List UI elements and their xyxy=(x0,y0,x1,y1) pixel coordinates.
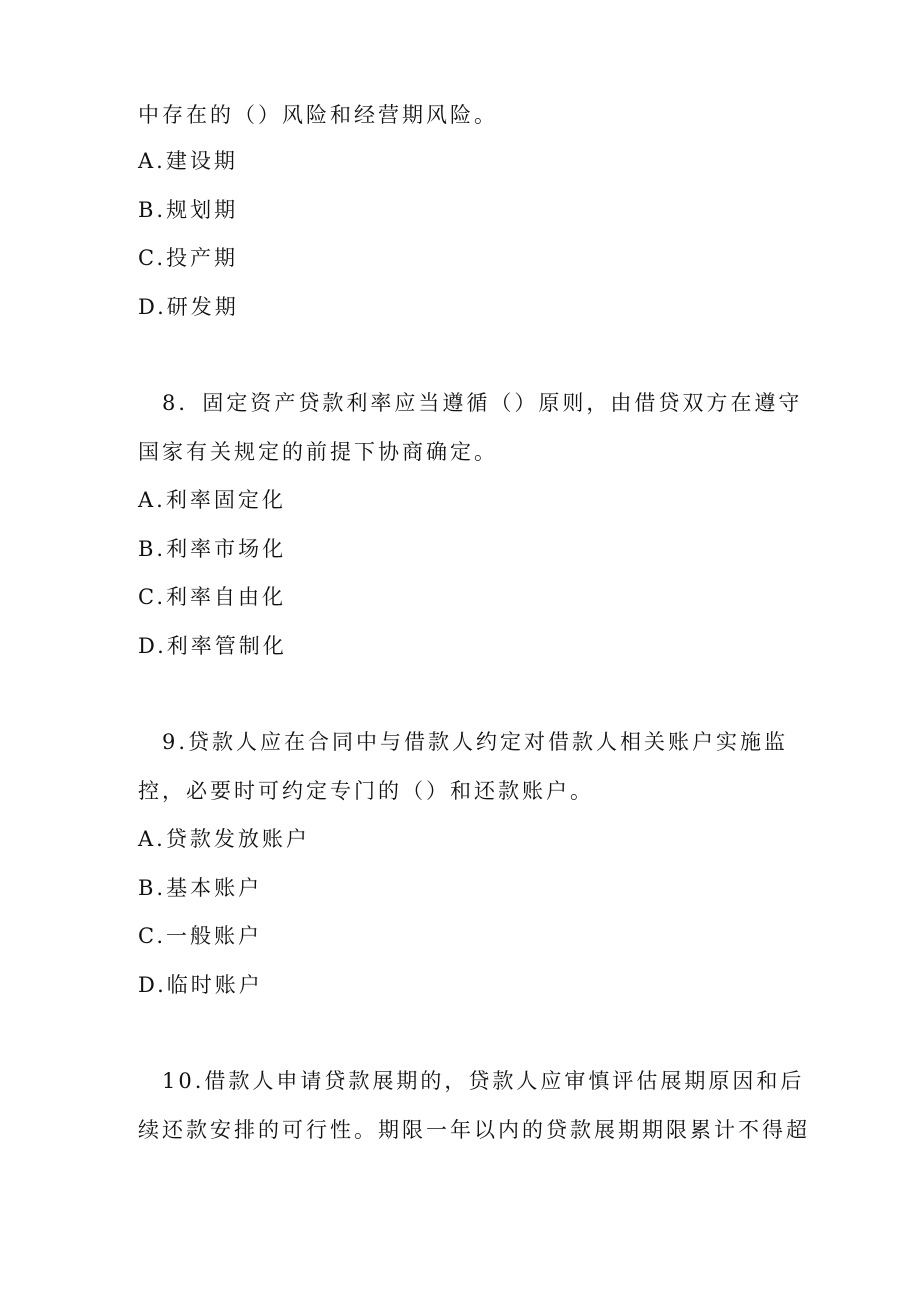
question-10-line-2: 续还款安排的可行性。期限一年以内的贷款展期期限累计不得超 xyxy=(138,1118,810,1142)
q8-option-a: A.利率固定化 xyxy=(138,488,286,512)
question-9-line-2: 控，必要时可约定专门的（）和还款账户。 xyxy=(138,779,594,803)
q7-option-b: B.规划期 xyxy=(138,198,239,222)
q8-option-d: D.利率管制化 xyxy=(138,634,287,658)
q7-option-a: A.建设期 xyxy=(138,149,238,173)
question-8-line-2: 国家有关规定的前提下协商确定。 xyxy=(138,440,498,464)
question-7-tail: 中存在的（）风险和经营期风险。 xyxy=(138,103,498,127)
q9-option-b: B.基本账户 xyxy=(138,876,263,900)
q7-option-d: D.研发期 xyxy=(138,295,239,319)
q7-option-c: C.投产期 xyxy=(138,246,238,270)
question-10-line-1: 10.借款人申请贷款展期的，贷款人应审慎评估展期原因和后 xyxy=(162,1069,805,1093)
q9-option-d: D.临时账户 xyxy=(138,973,263,997)
q8-option-b: B.利率市场化 xyxy=(138,537,287,561)
q9-option-a: A.贷款发放账户 xyxy=(138,827,310,851)
q9-option-c: C.一般账户 xyxy=(138,924,262,948)
q8-option-c: C.利率自由化 xyxy=(138,585,286,609)
question-9-line-1: 9.贷款人应在合同中与借款人约定对借款人相关账户实施监 xyxy=(162,730,789,754)
question-8-line-1: 8．固定资产贷款利率应当遵循（）原则，由借贷双方在遵守 xyxy=(162,391,803,415)
